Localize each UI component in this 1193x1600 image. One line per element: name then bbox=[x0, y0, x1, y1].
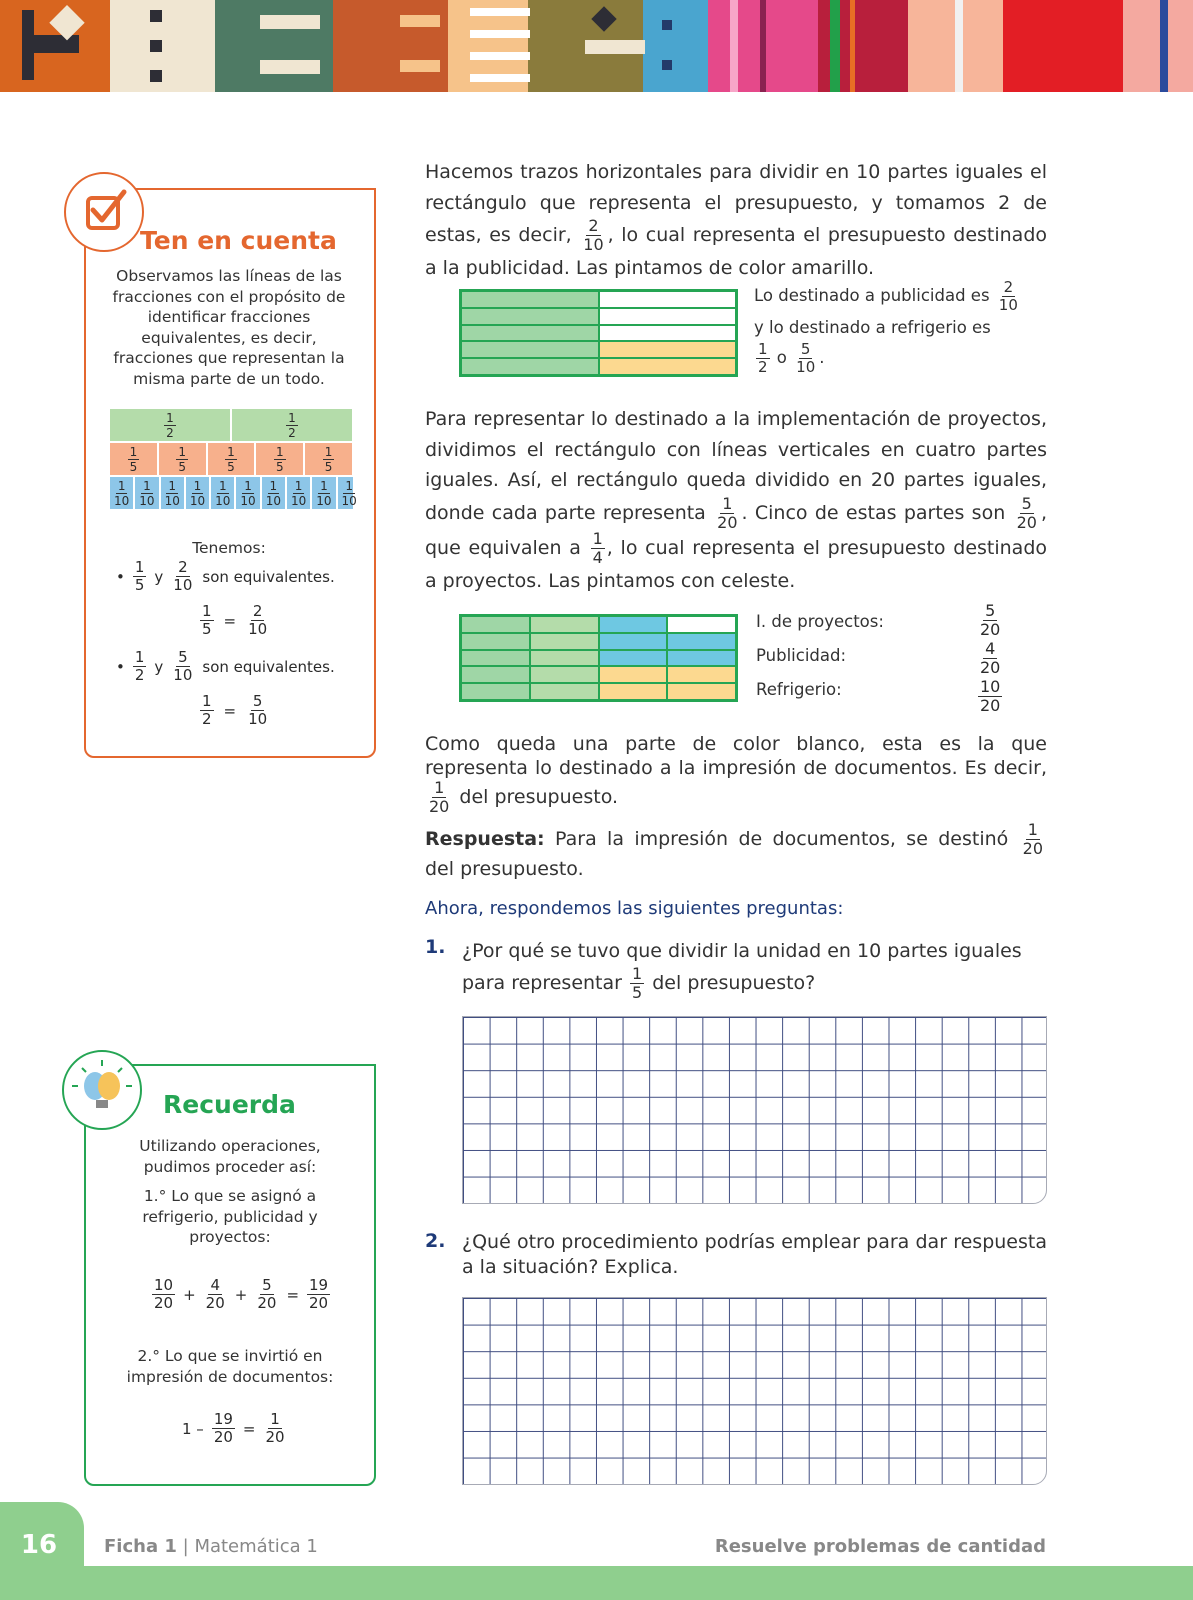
fraction-wall-halves: 1 2 1 2 bbox=[109, 408, 353, 442]
answer-grid-1[interactable] bbox=[462, 1016, 1047, 1204]
recuerda-title: Recuerda bbox=[163, 1090, 296, 1119]
fraction-wall-fifths: 1 5 1 5 1 5 1 5 1 5 bbox=[109, 442, 353, 476]
equivalence-1: • 1 5 y 2 10 son equivalentes. bbox=[116, 558, 335, 594]
recuerda-step-1: 1.° Lo que se asignó a refrigerio, publicidad y proyectos: bbox=[142, 1187, 318, 1246]
legend-publicity-label: Publicidad: bbox=[756, 646, 847, 665]
footer-ficha: Ficha 1 | Matemática 1 bbox=[104, 1536, 318, 1557]
footer-bar bbox=[0, 1566, 1193, 1600]
legend-projects-value: $\frac{5}{20}$ bbox=[980, 601, 1001, 639]
equivalence-2-equation: $\frac{1}{2}$ = $\frac{5}{10}$ bbox=[202, 692, 268, 728]
tip-title: Ten en cuenta bbox=[140, 226, 337, 255]
recuerda-subtraction-equation: 1 – $\frac{19}{20}$ = $\frac{1}{20}$ bbox=[182, 1410, 285, 1446]
tenemos-label: Tenemos: bbox=[192, 539, 266, 557]
question-2-text: ¿Qué otro procedimiento podrías emplear para dar respuesta a la situación? Explica. bbox=[462, 1231, 1047, 1278]
questions-heading: Ahora, respondemos las siguientes preguntas: bbox=[425, 898, 844, 919]
recuerda-intro: Utilizando operaciones, pudimos proceder así: bbox=[139, 1137, 321, 1176]
banner-pattern bbox=[0, 0, 1193, 92]
checkbox-icon bbox=[64, 172, 144, 252]
question-1-text: ¿Por qué se tuvo que dividir la unidad en 10 partes iguales para representar $\frac{1}{5}$ del presupuesto? bbox=[462, 940, 1022, 1002]
rectangle-1-note: Lo destinado a publicidad es $\frac{2}{10}$ y lo destinado a refrigerio es $\frac{1}{2}$ o $\frac{5}{10}$ . bbox=[754, 278, 1018, 376]
brain-lightbulb-icon bbox=[62, 1050, 142, 1130]
legend-refreshment-label: Refrigerio: bbox=[756, 680, 842, 699]
paragraph-2: Para representar lo destinado a la implementación de proyectos, dividimos el rectángulo con líneas verticales en cuatro partes iguales. Así, el rectángulo queda dividido en 20 partes iguales, donde cada parte representa $\frac{1}{20}$ . Cinco de estas partes son $\frac{5}{20}$ , que equivalen a $\frac{1}{4}$ , lo cual representa el presupuesto destinado a proyectos. Las pintamos con celeste. bbox=[425, 408, 1048, 592]
recuerda-step-2: 2.° Lo que se invirtió en impresión de documentos: bbox=[126, 1347, 334, 1386]
equivalence-1-equation: $\frac{1}{5}$ = $\frac{2}{10}$ bbox=[202, 602, 268, 638]
fraction-wall-tenths: 1 10 1 10 1 10 1 10 1 10 1 10 1 10 1 10 1 10 1 10 bbox=[109, 476, 353, 510]
legend-publicity-value: $\frac{4}{20}$ bbox=[980, 639, 1001, 677]
question-1-number: 1. bbox=[425, 936, 446, 958]
paragraph-1: Hacemos trazos horizontales para dividir en 10 partes iguales el rectángulo que representa el presupuesto, y tomamos 2 de estas, es decir, $\frac{2}{10}$ , lo cual representa el presupuesto destinado a la publicidad. Las pintamos de color amarillo. bbox=[425, 161, 1048, 279]
budget-rectangle-2 bbox=[459, 614, 738, 702]
legend-projects-label: I. de proyectos: bbox=[756, 612, 884, 631]
answer-grid-2[interactable] bbox=[462, 1297, 1047, 1485]
question-2-number: 2. bbox=[425, 1230, 446, 1252]
page-number: 16 bbox=[20, 1530, 58, 1560]
equivalence-2: • 1 2 y 5 10 son equivalentes. bbox=[116, 648, 335, 684]
legend-refreshment-value: $\frac{10}{20}$ bbox=[980, 677, 1001, 715]
tip-text: Observamos las líneas de las fracciones con el propósito de identificar fracciones equivalentes, es decir, fracciones que representan la misma parte de un todo. bbox=[112, 267, 346, 388]
paragraph-3: Como queda una parte de color blanco, esta es la que representa lo destinado a la impresión de documentos. Es decir, $\frac{1}{20}$ del presupuesto. bbox=[425, 733, 1047, 816]
footer-competence: Resuelve problemas de cantidad bbox=[714, 1536, 1046, 1557]
recuerda-sum-equation: 10 20 + $\frac{4}{20}$ + $\frac{5}{20}$ = $\frac{19}{20}$ bbox=[154, 1276, 329, 1312]
budget-rectangle-1 bbox=[459, 289, 738, 377]
answer-paragraph: Respuesta: Para la impresión de documentos, se destinó $\frac{1}{20}$ del presupuesto. bbox=[425, 820, 1044, 880]
